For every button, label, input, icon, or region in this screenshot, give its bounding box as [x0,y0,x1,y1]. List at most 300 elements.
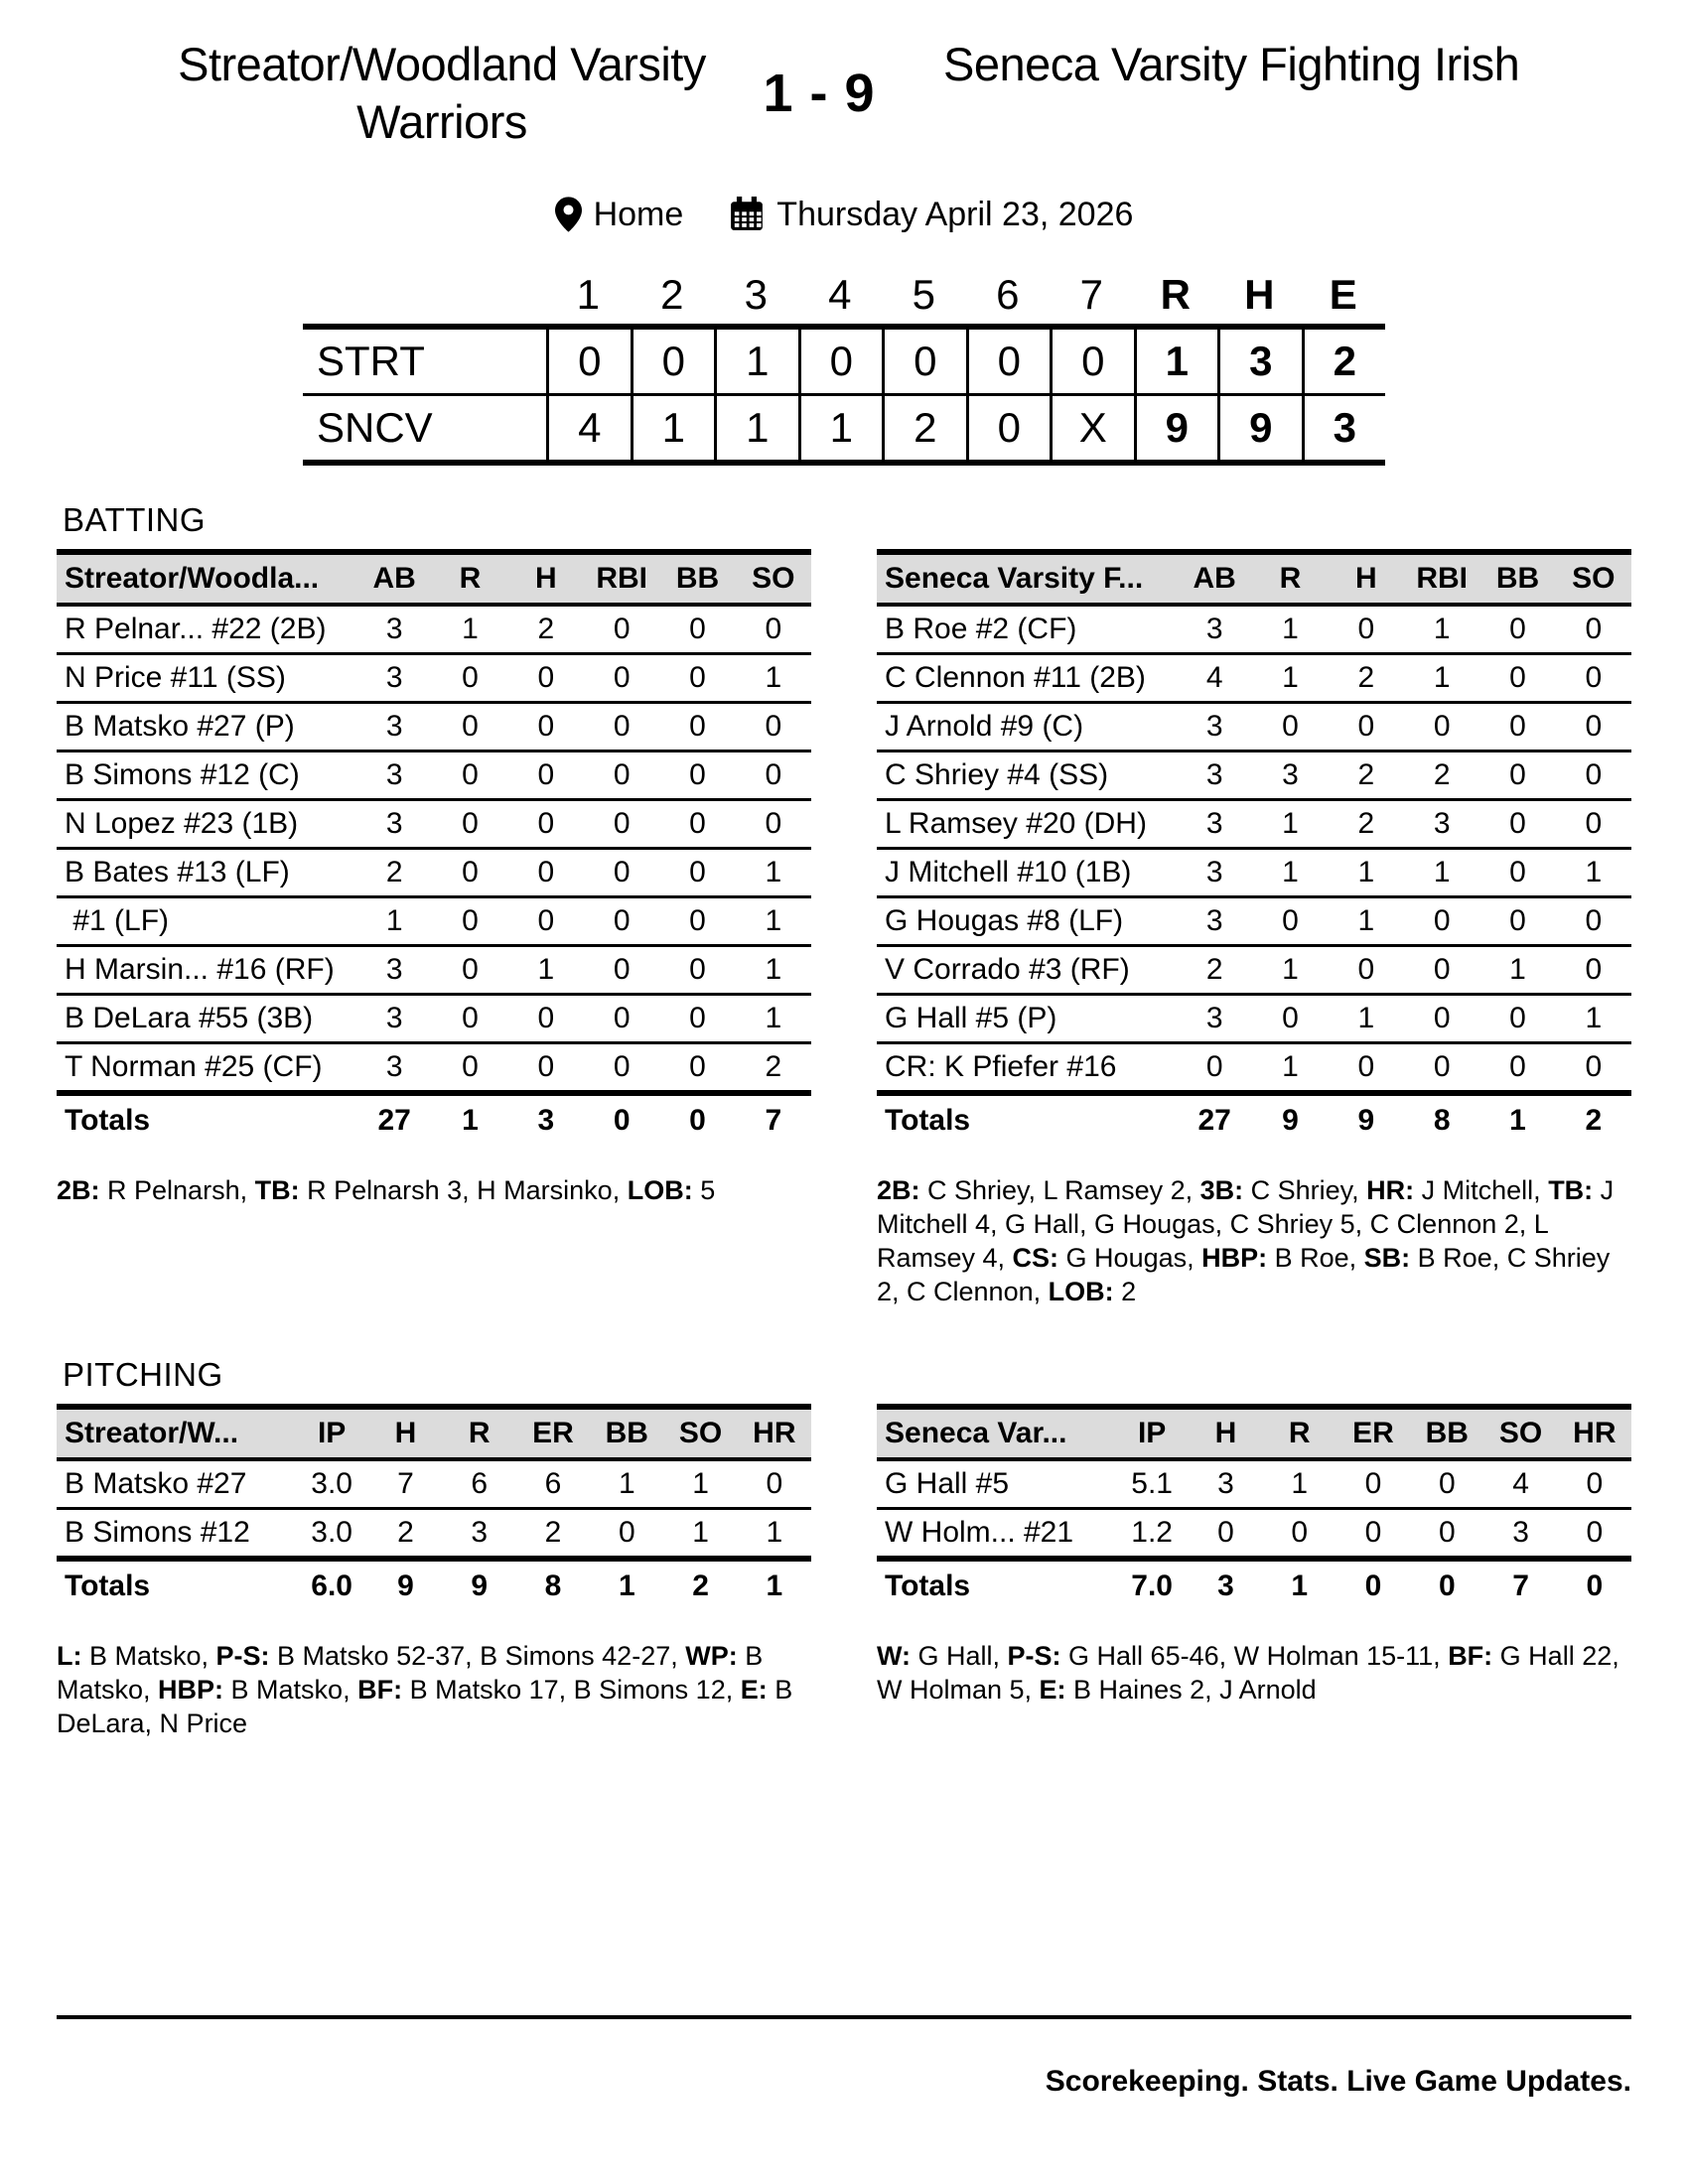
inning-number-header: 3 [744,271,768,318]
stat-column-header: ER [532,1417,574,1449]
totals-value: 1 [1291,1570,1309,1602]
stat-value: 3 [385,953,403,986]
player-name: B Roe #2 (CF) [885,613,1077,645]
stat-value: 0 [689,661,706,694]
stat-value: 0 [1438,1516,1456,1549]
linescore-header-row [303,266,1385,324]
inning-number-header: 5 [912,271,935,318]
stat-value: 1 [766,1516,783,1549]
stat-value: 1 [765,856,782,888]
stat-value: 1 [1357,1002,1375,1034]
stat-value: 0 [613,807,631,840]
stat-column-header: R [459,562,482,595]
note-stat-label: HBP: [1201,1243,1268,1273]
batting-player-row [877,947,1631,996]
stat-column-header: ER [1352,1417,1394,1449]
note-stat-label: TB: [1548,1175,1594,1205]
player-name: B Simons #12 (C) [65,758,300,791]
batting-player-row [57,1044,811,1090]
note-stat-label: P-S: [215,1641,270,1671]
stat-value: 0 [462,904,479,937]
stat-value: 3 [1433,807,1451,840]
note-stat-label: SB: [1363,1243,1411,1273]
stat-value: 0 [1509,904,1526,937]
stat-value: 0 [613,661,631,694]
footer [57,2015,1631,2099]
stat-value: 0 [689,856,706,888]
away-batting-table [57,549,811,1146]
stat-value: 3 [1205,758,1223,791]
stat-column-header: SO [1498,1417,1543,1449]
pitching-table-header-row [877,1404,1631,1461]
home-pitching-table [877,1404,1631,1611]
stat-value: 1 [765,904,782,937]
game-info-row [0,193,1688,236]
stat-value: 1 [1282,613,1299,645]
stat-value: 3 [1282,758,1299,791]
stat-value: 0 [1586,1467,1604,1500]
player-name: #1 (LF) [65,904,170,937]
footer-divider [57,2015,1631,2019]
stat-value: 3.0 [311,1467,352,1500]
stat-value: 1 [1282,1050,1299,1083]
game-date: Thursday April 23, 2026 [776,195,1134,233]
stat-value: 4 [1205,661,1223,694]
player-name: B Simons #12 [65,1516,250,1549]
stat-value: 0 [1586,1516,1604,1549]
stat-value: 2 [1357,807,1375,840]
stat-value: 1 [618,1467,635,1500]
stat-value: 0 [689,807,706,840]
totals-value: 0 [1586,1570,1604,1602]
inning-runs-cell: 0 [631,330,715,393]
stat-value: 0 [537,1002,555,1034]
note-stat-label: P-S: [1007,1641,1061,1671]
stat-column-header: BB [1425,1417,1469,1449]
note-stat-label: 3B: [1199,1175,1244,1205]
final-score: 1 - 9 [763,64,876,123]
stat-value: 1 [765,953,782,986]
batting-player-row [877,655,1631,704]
player-name: B DeLara #55 (3B) [65,1002,314,1034]
pitching-totals-row [877,1556,1631,1611]
stat-column-header: R [468,1417,491,1449]
batting-player-row [57,898,811,947]
stat-value: 0 [1509,807,1526,840]
totals-value: 3 [537,1104,555,1137]
location-label: Home [593,195,684,233]
stat-value: 0 [1585,613,1603,645]
stat-value: 0 [462,1002,479,1034]
stat-value: 1 [1357,856,1375,888]
linescore-corner-spacer [303,266,546,324]
totals-value: 9 [1282,1104,1299,1137]
pitching-notes-row [0,1639,1688,1740]
pitching-tables-row [0,1404,1688,1611]
stat-value: 0 [1433,1050,1451,1083]
player-name: V Corrado #3 (RF) [885,953,1130,986]
stat-column-header: AB [372,562,416,595]
stat-value: 7 [397,1467,414,1500]
stat-value: 1 [1509,953,1526,986]
stat-column-header: H [1354,562,1377,595]
totals-value: 27 [1197,1104,1231,1137]
stat-value: 0 [613,1002,631,1034]
stat-value: 0 [765,807,782,840]
stat-value: 0 [537,904,555,937]
table-team-header: Streator/W... [65,1417,239,1449]
stat-value: 2 [1357,661,1375,694]
stat-value: 3 [385,661,403,694]
stat-value: 3 [1512,1516,1529,1549]
stat-value: 3 [1205,904,1223,937]
player-name: L Ramsey #20 (DH) [885,807,1147,840]
inning-runs-cell: 0 [966,396,1051,460]
totals-value: 1 [766,1570,783,1602]
batting-player-row [877,898,1631,947]
stat-value: 0 [689,953,706,986]
stat-value: 1 [1357,904,1375,937]
totals-value: 9 [471,1570,489,1602]
player-name: T Norman #25 (CF) [65,1050,323,1083]
stat-value: 1 [1433,661,1451,694]
stat-value: 3 [385,758,403,791]
linescore-team-row [303,393,1385,460]
inning-number-header: 4 [828,271,852,318]
stat-value: 0 [613,1050,631,1083]
summary-value-cell: 9 [1217,396,1302,460]
player-name: R Pelnar... #22 (2B) [65,613,327,645]
totals-value: 2 [692,1570,709,1602]
stat-value: 0 [765,613,782,645]
note-stat-label: TB: [254,1175,300,1205]
stat-value: 1 [1282,807,1299,840]
stat-column-header: H [1214,1417,1237,1449]
summary-column-header: E [1329,271,1357,318]
stat-value: 4 [1512,1467,1529,1500]
stat-column-header: R [1279,562,1302,595]
stat-value: 0 [613,758,631,791]
stat-column-header: IP [317,1417,347,1449]
totals-value: 7 [1512,1570,1529,1602]
inning-runs-cell: 2 [882,396,966,460]
stat-value: 1 [537,953,555,986]
game-date-item [729,196,1133,234]
stat-value: 5.1 [1131,1467,1173,1500]
player-name: J Arnold #9 (C) [885,710,1084,743]
stat-value: 2 [397,1516,414,1549]
stat-value: 6 [544,1467,562,1500]
note-stat-label: E: [1039,1675,1066,1705]
note-stat-label: LOB: [627,1175,693,1205]
stat-value: 0 [613,710,631,743]
inning-number-header: 2 [660,271,684,318]
stat-column-header: BB [1495,562,1540,595]
stat-value: 0 [537,807,555,840]
home-batting-notes: 2B: C Shriey, L Ramsey 2, 3B: C Shriey, HR: J Mitchell, TB: J Mitchell 4, G Hall, G Hougas, C Shriey 5, C Clennon 2, L Ramsey 4, CS: G Hougas, HBP: B Roe, SB: B Roe, C Shriey 2, C Clennon, LOB: 2 [877,1175,1615,1306]
summary-value-cell: 3 [1302,396,1386,460]
pitching-table-header-row [57,1404,811,1461]
stat-value: 0 [1357,613,1375,645]
stat-column-header: SO [678,1417,723,1449]
footer-tagline: Scorekeeping. Stats. Live Game Updates. [1045,2065,1631,2098]
stat-value: 0 [766,1467,783,1500]
stat-value: 0 [1509,710,1526,743]
stat-value: 3 [385,1002,403,1034]
stat-value: 3 [1205,613,1223,645]
stat-value: 2 [1433,758,1451,791]
summary-column-header: R [1160,271,1191,318]
map-pin-icon [555,197,582,232]
stat-value: 0 [618,1516,635,1549]
stat-value: 0 [689,758,706,791]
stat-value: 0 [1205,1050,1223,1083]
inning-runs-cell: 0 [798,330,883,393]
stat-value: 0 [462,710,479,743]
player-name: N Price #11 (SS) [65,661,286,694]
stat-value: 1 [765,1002,782,1034]
stat-value: 0 [689,1002,706,1034]
stat-value: 3 [1205,856,1223,888]
totals-label: Totals [65,1570,151,1602]
totals-value: 3 [1217,1570,1234,1602]
stat-value: 0 [537,758,555,791]
player-name: W Holm... #21 [885,1516,1074,1549]
stat-value: 1 [1282,661,1299,694]
away-team-name: Streator/Woodland Varsity Warriors [178,38,706,148]
inning-runs-cell: 1 [714,396,798,460]
stat-column-header: BB [605,1417,648,1449]
stat-column-header: AB [1193,562,1236,595]
stat-value: 0 [1364,1467,1382,1500]
stat-value: 0 [1509,661,1526,694]
away-batting-notes: 2B: R Pelnarsh, TB: R Pelnarsh 3, H Marsinko, LOB: 5 [57,1175,716,1205]
totals-value: 0 [613,1104,631,1137]
stat-value: 0 [1509,1002,1526,1034]
totals-value: 1 [1509,1104,1526,1137]
stat-value: 3 [1217,1467,1234,1500]
stat-value: 0 [537,856,555,888]
stat-value: 0 [1585,953,1603,986]
stat-value: 0 [613,904,631,937]
stat-column-header: RBI [1416,562,1468,595]
summary-value-cell: 9 [1134,396,1218,460]
stat-value: 3 [1205,1002,1223,1034]
stat-value: 0 [1282,1002,1299,1034]
stat-value: 0 [1357,710,1375,743]
stat-value: 0 [462,953,479,986]
stat-value: 3 [1205,807,1223,840]
away-pitching-notes: L: B Matsko, P-S: B Matsko 52-37, B Simons 42-27, WP: B Matsko, HBP: B Matsko, BF: B Matsko 17, B Simons 12, E: B DeLara, N Price [57,1641,793,1738]
stat-value: 0 [1585,710,1603,743]
batting-player-row [877,996,1631,1044]
stat-value: 1 [385,904,403,937]
inning-runs-cell: 1 [714,330,798,393]
stat-value: 1.2 [1131,1516,1173,1549]
stat-value: 2 [1357,758,1375,791]
pitching-player-row [877,1461,1631,1510]
stat-value: 0 [462,661,479,694]
stat-value: 3 [385,1050,403,1083]
note-stat-label: WP: [685,1641,738,1671]
stat-value: 0 [1438,1467,1456,1500]
inning-runs-cell: 0 [1050,330,1134,393]
team-abbreviation: STRT [317,338,425,384]
pitching-totals-row [57,1556,811,1611]
inning-number-header: 7 [1079,271,1103,318]
totals-value: 9 [1357,1104,1375,1137]
stat-value: 0 [1364,1516,1382,1549]
game-header [0,0,1688,151]
player-name: B Matsko #27 (P) [65,710,295,743]
stat-value: 1 [1282,953,1299,986]
batting-player-row [877,801,1631,850]
stat-value: 0 [1433,904,1451,937]
stat-value: 2 [1205,953,1223,986]
stat-value: 0 [1433,710,1451,743]
note-stat-label: CS: [1012,1243,1059,1273]
stat-value: 6 [471,1467,489,1500]
batting-player-row [877,1044,1631,1090]
stat-column-header: H [534,562,557,595]
stat-value: 2 [385,856,403,888]
totals-value: 0 [1364,1570,1382,1602]
stat-value: 3 [385,710,403,743]
totals-value: 1 [618,1570,635,1602]
inning-runs-cell: 0 [546,330,631,393]
batting-tables-row [0,549,1688,1146]
note-stat-label: E: [740,1675,768,1705]
totals-value: 7.0 [1131,1570,1173,1602]
away-pitching-table [57,1404,811,1611]
stat-value: 1 [1433,613,1451,645]
pitching-section-title: PITCHING [63,1356,223,1393]
stat-value: 0 [462,758,479,791]
inning-number-header: 1 [576,271,600,318]
player-name: G Hougas #8 (LF) [885,904,1124,937]
player-name: H Marsin... #16 (RF) [65,953,335,986]
totals-value: 0 [1438,1570,1456,1602]
stat-value: 0 [1433,1002,1451,1034]
batting-player-row [57,850,811,898]
stat-value: 0 [689,904,706,937]
stat-value: 3 [385,807,403,840]
stat-value: 0 [689,613,706,645]
stat-value: 1 [692,1467,709,1500]
note-stat-label: 2B: [57,1175,100,1205]
stat-value: 0 [1585,661,1603,694]
stat-value: 0 [537,1050,555,1083]
team-abbreviation: SNCV [317,404,433,451]
player-name: B Bates #13 (LF) [65,856,290,888]
inning-runs-cell: 0 [966,330,1051,393]
batting-table-header-row [57,549,811,607]
batting-player-row [877,607,1631,655]
inning-runs-cell: 1 [798,396,883,460]
stat-value: 1 [1433,856,1451,888]
totals-value: 6.0 [311,1570,352,1602]
linescore-team-row [303,330,1385,393]
totals-value: 9 [397,1570,414,1602]
stat-column-header: SO [752,562,795,595]
inning-runs-cell: 4 [546,396,631,460]
stat-column-header: H [394,1417,417,1449]
stat-value: 0 [1585,904,1603,937]
totals-label: Totals [885,1570,971,1602]
batting-player-row [57,801,811,850]
summary-value-cell: 1 [1134,330,1218,393]
stat-value: 0 [1217,1516,1234,1549]
note-stat-label: L: [57,1641,82,1671]
note-stat-label: BF: [357,1675,403,1705]
stat-value: 1 [765,661,782,694]
stat-column-header: R [1288,1417,1311,1449]
batting-notes-row [0,1173,1688,1308]
stat-value: 0 [1282,710,1299,743]
stat-value: 0 [1585,758,1603,791]
stat-value: 0 [1509,613,1526,645]
note-stat-label: 2B: [877,1175,920,1205]
stat-value: 3 [385,613,403,645]
stat-value: 3 [471,1516,489,1549]
stat-value: 1 [1585,1002,1603,1034]
stat-value: 0 [537,710,555,743]
stat-value: 0 [765,710,782,743]
stat-value: 0 [462,807,479,840]
batting-player-row [57,752,811,801]
stat-column-header: IP [1137,1417,1167,1449]
table-team-header: Seneca Varsity F... [885,562,1144,595]
note-stat-label: W: [877,1641,911,1671]
totals-value: 7 [765,1104,782,1137]
player-name: CR: K Pfiefer #16 [885,1050,1117,1083]
linescore-table [303,324,1385,466]
player-name: G Hall #5 (P) [885,1002,1057,1034]
totals-label: Totals [65,1104,151,1137]
note-stat-label: HR: [1366,1175,1415,1205]
batting-table-header-row [877,549,1631,607]
pitching-player-row [57,1461,811,1510]
batting-player-row [57,947,811,996]
stat-value: 0 [1509,758,1526,791]
batting-section-title: BATTING [63,501,207,538]
stat-value: 0 [1509,1050,1526,1083]
stat-value: 0 [765,758,782,791]
stat-value: 0 [613,613,631,645]
inning-runs-cell: 0 [882,330,966,393]
player-name: C Clennon #11 (2B) [885,661,1146,694]
stat-value: 1 [462,613,479,645]
stat-value: 0 [462,856,479,888]
stat-value: 2 [544,1516,562,1549]
stat-value: 0 [1357,953,1375,986]
totals-value: 8 [1433,1104,1451,1137]
stat-value: 0 [1509,856,1526,888]
inning-runs-cell: 1 [631,396,715,460]
table-team-header: Seneca Var... [885,1417,1067,1449]
note-stat-label: LOB: [1048,1277,1114,1306]
totals-value: 2 [1585,1104,1603,1137]
stat-value: 3 [1205,710,1223,743]
stat-value: 3.0 [311,1516,352,1549]
stat-value: 1 [1282,856,1299,888]
home-pitching-notes: W: G Hall, P-S: G Hall 65-46, W Holman 15-11, BF: G Hall 22, W Holman 5, E: B Haines 2, J Arnold [877,1641,1619,1705]
stat-value: 0 [1357,1050,1375,1083]
batting-totals-row [877,1090,1631,1146]
linescore [303,266,1385,466]
stat-value: 0 [537,661,555,694]
batting-player-row [877,704,1631,752]
